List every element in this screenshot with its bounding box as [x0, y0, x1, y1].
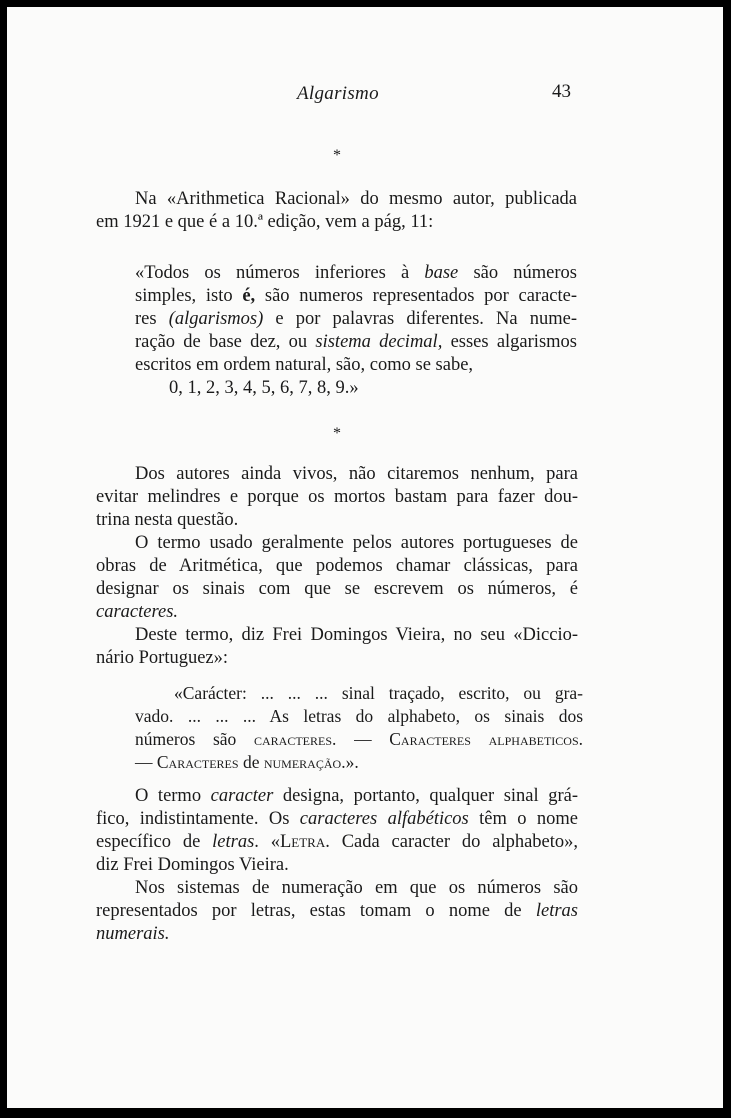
paragraph-2	[96, 463, 578, 532]
text-line: «Todos os números inferiores à base são números	[135, 263, 578, 283]
text-line: específico de letras. «Letra. Cada caracter do alphabeto»,	[96, 832, 579, 852]
paragraph-1-cont	[96, 211, 578, 234]
text-line: «Carácter: ... ... ... sinal traçado, escrito, ou gra-	[174, 683, 583, 703]
text-line: O termo caracter designa, portanto, qualquer sinal grá-	[135, 786, 578, 806]
section-separator: *	[333, 147, 341, 164]
text-line: Deste termo, diz Frei Domingos Vieira, no seu «Diccio-	[135, 625, 578, 645]
text-line: O termo usado geralmente pelos autores portugueses de	[135, 533, 578, 553]
digit-list: 0, 1, 2, 3, 4, 5, 6, 7, 8, 9.»	[169, 378, 359, 398]
text-line: representados por letras, estas tomam o nome de letras	[96, 901, 578, 921]
text-line: designar os sinais com que se escrevem os números, é	[96, 579, 578, 599]
text-line: evitar melindres e porque os mortos bastam para fazer dou-	[96, 487, 578, 507]
text-line: em 1921 e que é a 10.ª edição, vem a pág, 11:	[96, 212, 434, 232]
page-number: 43	[552, 81, 571, 102]
paragraph-3	[96, 532, 578, 624]
quote-block-2	[135, 682, 583, 774]
paragraph-6	[96, 877, 578, 946]
text-line: vado. ... ... ... As letras do alphabeto, os sinais dos	[135, 706, 583, 726]
text-line: Nos sistemas de numeração em que os números são	[135, 878, 578, 898]
paragraph-1	[135, 188, 577, 211]
text-line: ração de base dez, ou sistema decimal, esses algarismos	[135, 332, 577, 352]
paragraph-5	[96, 785, 578, 877]
text-line: Dos autores ainda vivos, não citaremos nenhum, para	[135, 464, 578, 484]
text-line: — Caracteres de numeração.».	[135, 752, 359, 772]
running-header-title: Algarismo	[297, 83, 379, 104]
paragraph-4	[96, 624, 578, 670]
quote-block-1	[135, 262, 577, 400]
text-line: nário Portuguez»:	[96, 648, 229, 668]
book-page	[7, 7, 723, 1108]
text-line: Na «Arithmetica Racional» do mesmo autor, publicada	[135, 189, 577, 209]
text-line: fico, indistintamente. Os caracteres alfabéticos têm o nome	[96, 809, 579, 829]
text-line: res (algarismos) e por palavras diferentes. Na nume-	[135, 309, 577, 329]
text-line: simples, isto é, são numeros representados por caracte-	[135, 286, 577, 306]
text-line: caracteres.	[96, 602, 179, 622]
text-line: numerais.	[96, 924, 170, 944]
text-line: diz Frei Domingos Vieira.	[96, 855, 289, 875]
text-line: escritos em ordem natural, são, como se sabe,	[135, 355, 474, 375]
text-line: números são caracteres. — Caracteres alphabeticos.	[135, 729, 583, 749]
section-separator: *	[333, 425, 341, 442]
text-line: trina nesta questão.	[96, 510, 239, 530]
text-line: obras de Aritmética, que podemos chamar clássicas, para	[96, 556, 578, 576]
